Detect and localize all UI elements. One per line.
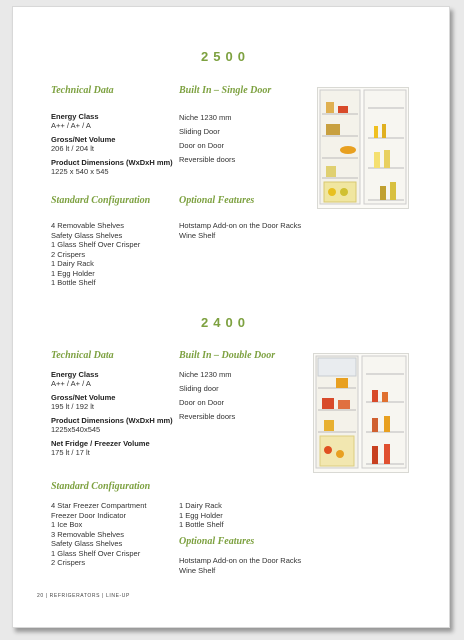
built-in-item: Niche 1230 mm — [179, 370, 232, 379]
list-item: 1 Egg Holder — [51, 268, 95, 278]
fridge-freezer-label: Net Fridge / Freezer Volume — [51, 439, 150, 448]
energy-class-label: Energy Class — [51, 370, 99, 379]
list-item: 2 Crispers — [51, 249, 86, 259]
built-in-item: Door on Door — [179, 398, 225, 407]
list-item: 1 Bottle Shelf — [51, 278, 96, 287]
technical-data-block — [51, 370, 173, 457]
page-number: 20 — [37, 593, 44, 599]
list-item: 3 Removable Shelves — [51, 529, 124, 539]
fridge-image-2500 — [317, 87, 409, 209]
list-item: Wine Shelf — [179, 565, 216, 575]
built-in-item: Reversible doors — [179, 155, 236, 164]
list-item: 1 Glass Shelf Over Crisper — [51, 548, 141, 558]
built-in-item: Sliding Door — [179, 127, 220, 136]
built-in-item: Door on Door — [179, 141, 225, 150]
optional-features-heading: Optional Features — [179, 195, 255, 206]
standard-config-list — [51, 221, 140, 288]
volume-label: Gross/Net Volume — [51, 135, 116, 144]
list-item: 1 Bottle Shelf — [179, 520, 224, 529]
technical-data-heading: Technical Data — [51, 85, 114, 96]
list-item: Hotstamp Add-on on the Door Racks — [179, 556, 302, 565]
dimensions-label: Product Dimensions (WxDxH mm) — [51, 416, 173, 425]
footer-subsection: LINE-UP — [105, 593, 130, 599]
footer-separator: | — [45, 593, 48, 599]
list-item: Hotstamp Add-on on the Door Racks — [179, 221, 302, 230]
dimensions-value: 1225x540x545 — [51, 425, 101, 434]
list-item: 2 Crispers — [51, 558, 86, 567]
list-item: 1 Dairy Rack — [51, 259, 94, 268]
list-item: 1 Glass Shelf Over Crisper — [51, 240, 141, 249]
volume-label: Gross/Net Volume — [51, 393, 116, 402]
list-item: 4 Star Freezer Compartment — [51, 501, 147, 510]
catalog-page — [12, 6, 450, 628]
list-item: 1 Egg Holder — [179, 510, 223, 520]
built-in-list — [179, 370, 235, 426]
list-item: Freezer Door Indicator — [51, 510, 127, 520]
built-in-heading: Built In – Double Door — [179, 350, 276, 361]
list-item: Safety Glass Shelves — [51, 230, 123, 240]
model-title-2500: 2500 — [201, 49, 250, 64]
built-in-item: Reversible doors — [179, 412, 236, 421]
dimensions-label: Product Dimensions (WxDxH mm) — [51, 158, 173, 167]
volume-value: 206 lt / 204 lt — [51, 144, 94, 153]
list-item: 1 Ice Box — [51, 520, 83, 529]
volume-value: 195 lt / 192 lt — [51, 402, 94, 411]
built-in-item: Sliding door — [179, 384, 219, 393]
list-item: 4 Removable Shelves — [51, 221, 124, 230]
technical-data-heading: Technical Data — [51, 350, 114, 361]
fridge-image-2400 — [313, 353, 409, 473]
built-in-heading: Built In – Single Door — [179, 85, 272, 96]
optional-features-list — [179, 556, 301, 575]
built-in-list — [179, 113, 235, 169]
optional-features-list — [179, 221, 301, 240]
energy-class-value: A++ / A+ / A — [51, 121, 91, 130]
optional-features-heading: Optional Features — [179, 536, 255, 547]
list-item: 1 Dairy Rack — [179, 501, 222, 510]
energy-class-value: A++ / A+ / A — [51, 379, 91, 388]
built-in-item: Niche 1230 mm — [179, 113, 232, 122]
footer-section: REFRIGERATORS — [49, 593, 101, 599]
standard-config-heading: Standard Configuration — [51, 195, 151, 206]
fridge-illustration — [314, 354, 408, 472]
model-title-2400: 2400 — [201, 315, 250, 330]
fridge-freezer-value: 175 lt / 17 lt — [51, 448, 90, 457]
dimensions-value: 1225 x 540 x 545 — [51, 167, 109, 176]
standard-config-list-col2 — [179, 501, 224, 530]
list-item: Wine Shelf — [179, 230, 216, 240]
fridge-illustration — [318, 88, 408, 208]
standard-config-heading: Standard Configuration — [51, 481, 151, 492]
standard-config-list — [51, 501, 146, 568]
energy-class-label: Energy Class — [51, 112, 99, 121]
page-footer — [37, 593, 130, 599]
technical-data-block — [51, 112, 173, 176]
list-item: Safety Glass Shelves — [51, 539, 123, 548]
footer-separator: | — [102, 593, 104, 599]
